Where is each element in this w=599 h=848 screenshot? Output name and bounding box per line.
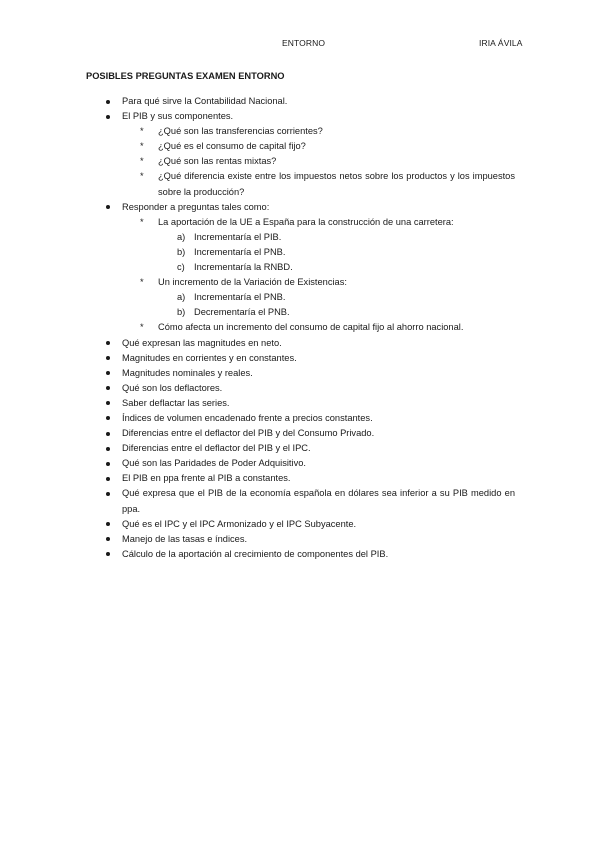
bullet-icon	[106, 537, 110, 541]
asterisk-icon: *	[140, 141, 144, 152]
bullet-icon	[106, 477, 110, 481]
bullet-icon	[106, 447, 110, 451]
bullet-icon	[106, 100, 110, 104]
bullet-icon	[106, 371, 110, 375]
bullet-icon	[106, 522, 110, 526]
option-item: a) Incrementaría el PNB.	[177, 292, 286, 303]
bullet-icon	[106, 115, 110, 119]
list-item: El PIB y sus componentes.	[0, 109, 599, 124]
option-item: a) Incrementaría el PIB.	[177, 231, 282, 242]
list-subitem: * ¿Qué es el consumo de capital fijo?	[0, 139, 599, 154]
list-subitem: * ¿Qué diferencia existe entre los impuestos netos sobre los productos y los impuestos sobre la producción?	[140, 171, 515, 197]
bullet-icon	[106, 401, 110, 405]
asterisk-icon: *	[140, 277, 144, 288]
list-item: Saber deflactar las series.	[0, 396, 599, 411]
list-item: Manejo de las tasas e índices.	[0, 532, 599, 547]
bullet-icon	[106, 552, 110, 556]
list-item: El PIB en ppa frente al PIB a constantes.	[0, 471, 599, 486]
option-item: b) Decrementaría el PNB.	[177, 307, 290, 318]
bullet-icon	[106, 205, 110, 209]
list-item: Para qué sirve la Contabilidad Nacional.	[0, 94, 599, 109]
asterisk-icon: *	[140, 171, 144, 182]
list-subitem: * La aportación de la UE a España para la construcción de una carretera:	[0, 215, 599, 230]
bullet-icon	[106, 492, 110, 496]
bullet-icon	[106, 462, 110, 466]
bullet-icon	[106, 386, 110, 390]
option-item: b) Incrementaría el PNB.	[177, 246, 286, 257]
list-item: Qué son las Paridades de Poder Adquisitivo.	[0, 456, 599, 471]
asterisk-icon: *	[140, 156, 144, 167]
list-item: Diferencias entre el deflactor del PIB y del Consumo Privado.	[0, 426, 599, 441]
asterisk-icon: *	[140, 126, 144, 137]
option-item: c) Incrementaría la RNBD.	[177, 262, 293, 273]
header-center: ENTORNO	[282, 38, 326, 48]
list-item: Diferencias entre el deflactor del PIB y el IPC.	[0, 441, 599, 456]
list-item: Magnitudes nominales y reales.	[0, 366, 599, 381]
list-item: Qué expresa que el PIB de la economía española en dólares sea inferior a su PIB medido en ppa.	[0, 486, 515, 516]
bullet-icon	[106, 341, 110, 345]
list-item: Magnitudes en corrientes y en constantes.	[0, 351, 599, 366]
list-item: Qué es el IPC y el IPC Armonizado y el IPC Subyacente.	[0, 517, 599, 532]
list-item: Responder a preguntas tales como:	[0, 200, 599, 215]
bullet-icon	[106, 416, 110, 420]
list-item: Cálculo de la aportación al crecimiento de componentes del PIB.	[0, 547, 599, 562]
asterisk-icon: *	[140, 322, 144, 333]
asterisk-icon: *	[140, 216, 144, 227]
list-item: Qué expresan las magnitudes en neto.	[0, 336, 599, 351]
bullet-icon	[106, 432, 110, 436]
list-subitem: * Cómo afecta un incremento del consumo de capital fijo al ahorro nacional.	[0, 320, 599, 335]
list-subitem: * ¿Qué son las rentas mixtas?	[0, 154, 599, 169]
list-subitem: * Un incremento de la Variación de Existencias:	[0, 275, 599, 290]
header-right: IRIA ÁVILA	[479, 38, 523, 48]
list-item: Qué son los deflactores.	[0, 381, 599, 396]
question-list	[0, 94, 599, 562]
bullet-icon	[106, 356, 110, 360]
list-subitem: * ¿Qué son las transferencias corrientes?	[0, 124, 599, 139]
list-item: Índices de volumen encadenado frente a precios constantes.	[0, 411, 599, 426]
page-title: POSIBLES PREGUNTAS EXAMEN ENTORNO	[86, 71, 285, 81]
